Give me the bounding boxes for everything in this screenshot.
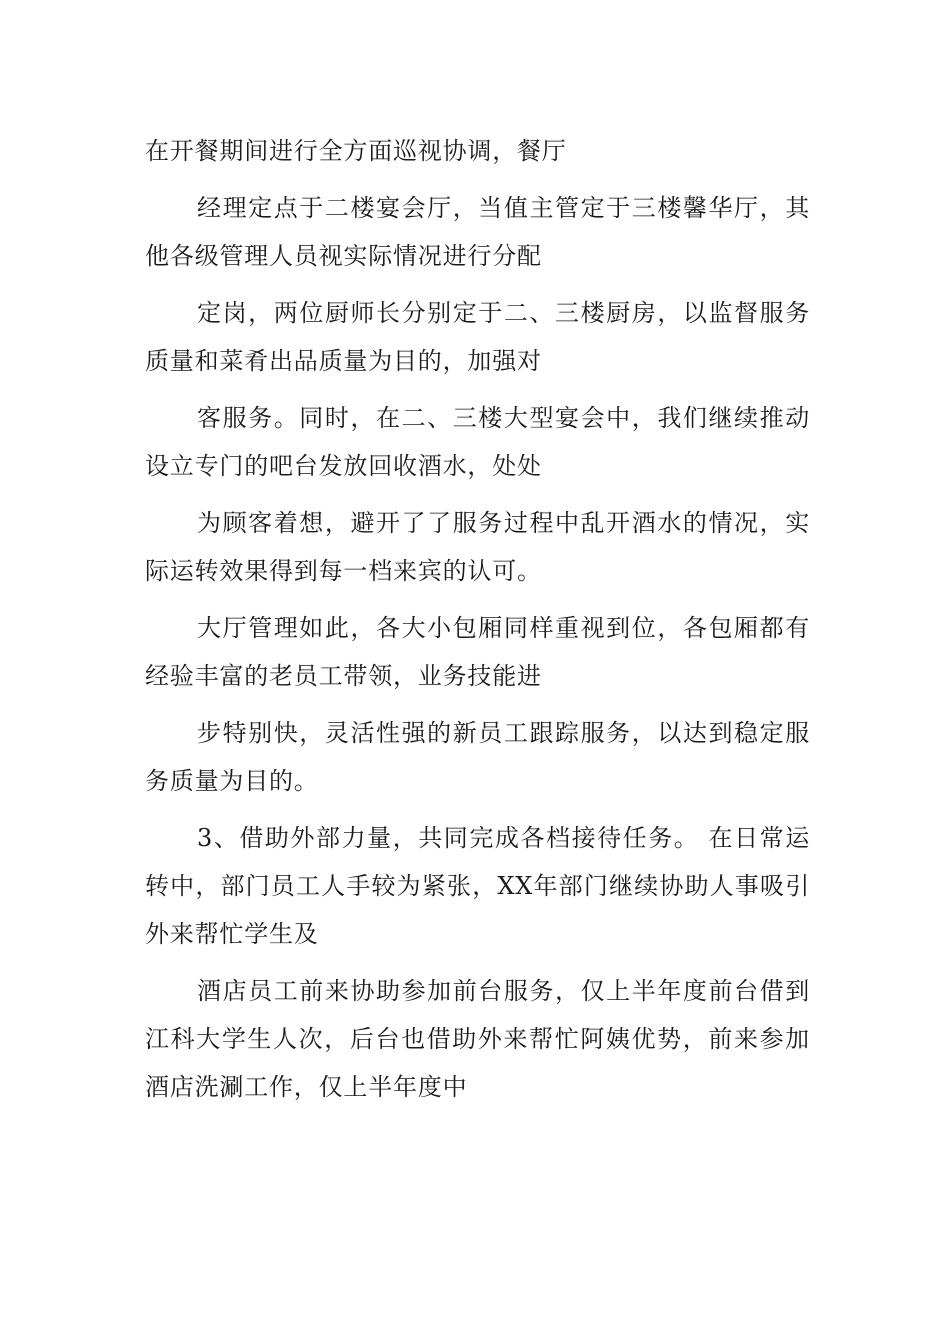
paragraph-6: 大厅管理如此，各大小包厢同样重视到位，各包厢都有经验丰富的老员工带领，业务技能进 — [145, 614, 810, 690]
paragraph-7: 步特别快，灵活性强的新员工跟踪服务，以达到稳定服务质量为目的。 — [145, 719, 810, 795]
paragraph-8: 3、借助外部力量，共同完成各档接待任务。 在日常运转中，部门员工人手较为紧张，XX年部门继续协助人事吸引外来帮忙学生及 — [145, 824, 810, 948]
paragraph-1: 在开餐期间进行全方面巡视协调，餐厅 — [145, 137, 567, 165]
document-body — [145, 127, 810, 1120]
paragraph-3: 定岗，两位厨师长分别定于二、三楼厨房，以监督服务质量和菜肴出品质量为目的，加强对 — [145, 299, 810, 375]
paragraph-2: 经理定点于二楼宴会厅，当值主管定于三楼馨华厅，其他各级管理人员视实际情况进行分配 — [145, 194, 810, 270]
paragraph-4: 客服务。同时，在二、三楼大型宴会中，我们继续推动设立专门的吧台发放回收酒水，处处 — [145, 404, 810, 480]
paragraph-9: 酒店员工前来协助参加前台服务，仅上半年度前台借到江科大学生人次，后台也借助外来帮忙阿姨优势，前来参加酒店洗涮工作，仅上半年度中 — [145, 977, 810, 1101]
paragraph-5: 为顾客着想，避开了了服务过程中乱开酒水的情况，实际运转效果得到每一档来宾的认可。 — [145, 509, 810, 585]
